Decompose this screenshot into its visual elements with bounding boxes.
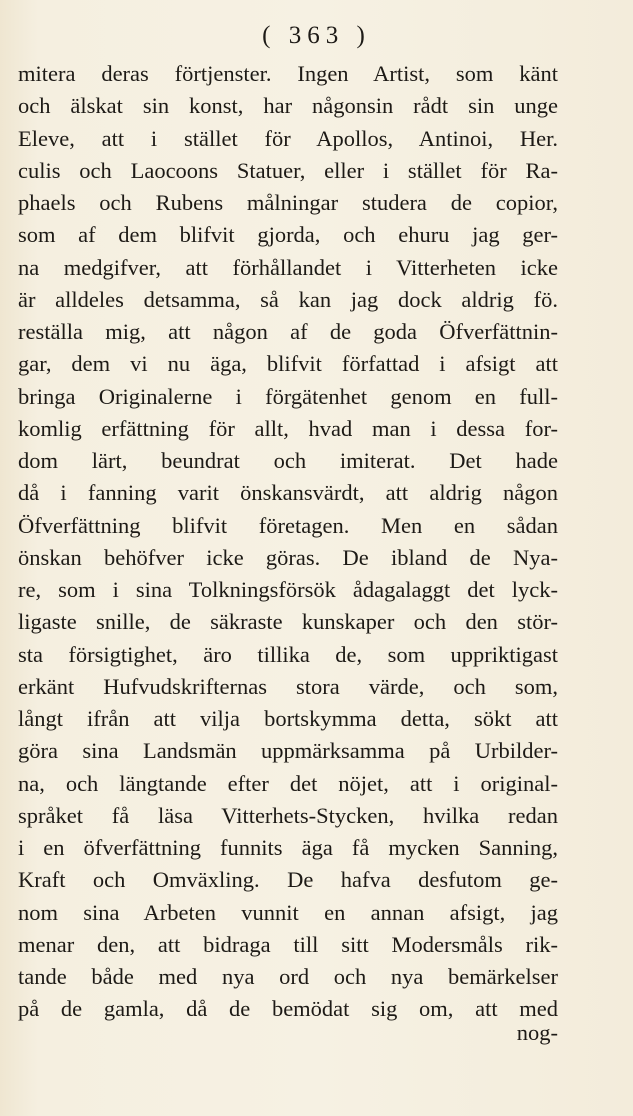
text-line: na, och längtande efter det nöjet, att i original-	[18, 770, 558, 796]
text-line: bringa Originalerne i förgätenhet genom en full-	[18, 383, 558, 409]
body-text	[18, 58, 558, 1026]
text-line: och älskat sin konst, har någonsin rådt sin unge	[18, 93, 558, 119]
text-line: komlig erfättning för allt, hvad man i dessa for-	[18, 415, 558, 441]
text-line: reställa mig, att någon af de goda Öfverfättnin-	[18, 319, 558, 344]
text-line: på de gamla, då de bemödat sig om, att med	[18, 996, 558, 1022]
text-line: ligaste snille, de säkraste kunskaper och den stör-	[18, 609, 558, 635]
text-line: är alldeles detsamma, så kan jag dock aldrig fö.	[18, 286, 558, 312]
text-line: phaels och Rubens målningar studera de copior,	[18, 190, 558, 215]
text-line: då i fanning varit önskansvärdt, att aldrig någon	[18, 480, 558, 506]
text-line: Öfverfättning blifvit företagen. Men en sådan	[18, 512, 558, 538]
text-line: långt ifrån att vilja bortskymma detta, sökt att	[18, 706, 558, 731]
catchword: nog-	[516, 1020, 558, 1045]
text-line: tande både med nya ord och nya bemärkelser	[18, 964, 558, 989]
text-line: sta försigtighet, äro tillika de, som uppriktigast	[18, 641, 558, 667]
text-line: erkänt Hufvudskrifternas stora värde, och som,	[18, 673, 558, 699]
text-line: i en öfverfättning funnits äga få mycken Sanning,	[18, 835, 558, 860]
text-line: Kraft och Omväxling. De hafva desfutom ge-	[18, 867, 558, 893]
text-line: gar, dem vi nu äga, blifvit författad i afsigt att	[18, 351, 558, 377]
text-line: göra sina Landsmän uppmärksamma på Urbilder-	[18, 738, 558, 764]
text-line: dom lärt, beundrat och imiterat. Det hade	[18, 448, 558, 473]
page-number-header: ( 363 )	[262, 22, 371, 49]
text-line: mitera deras förtjenster. Ingen Artist, som känt	[18, 61, 558, 86]
text-line: culis och Laocoons Statuer, eller i stället för Ra-	[18, 157, 558, 183]
text-line: som af dem blifvit gjorda, och ehuru jag ger-	[18, 222, 558, 248]
text-line: menar den, att bidraga till sitt Modersmåls rik-	[18, 931, 558, 957]
text-line: na medgifver, att förhållandet i Vitterheten icke	[18, 254, 558, 280]
text-line: nom sina Arbeten vunnit en annan afsigt, jag	[18, 899, 558, 925]
text-line: önskan behöfver icke göras. De ibland de Nya-	[18, 544, 558, 570]
text-line: Eleve, att i stället för Apollos, Antinoi, Her.	[18, 125, 558, 151]
text-line: re, som i sina Tolkningsförsök ådagalaggt det lyck-	[18, 577, 558, 602]
text-line: språket få läsa Vitterhets-Stycken, hvilka redan	[18, 802, 558, 828]
